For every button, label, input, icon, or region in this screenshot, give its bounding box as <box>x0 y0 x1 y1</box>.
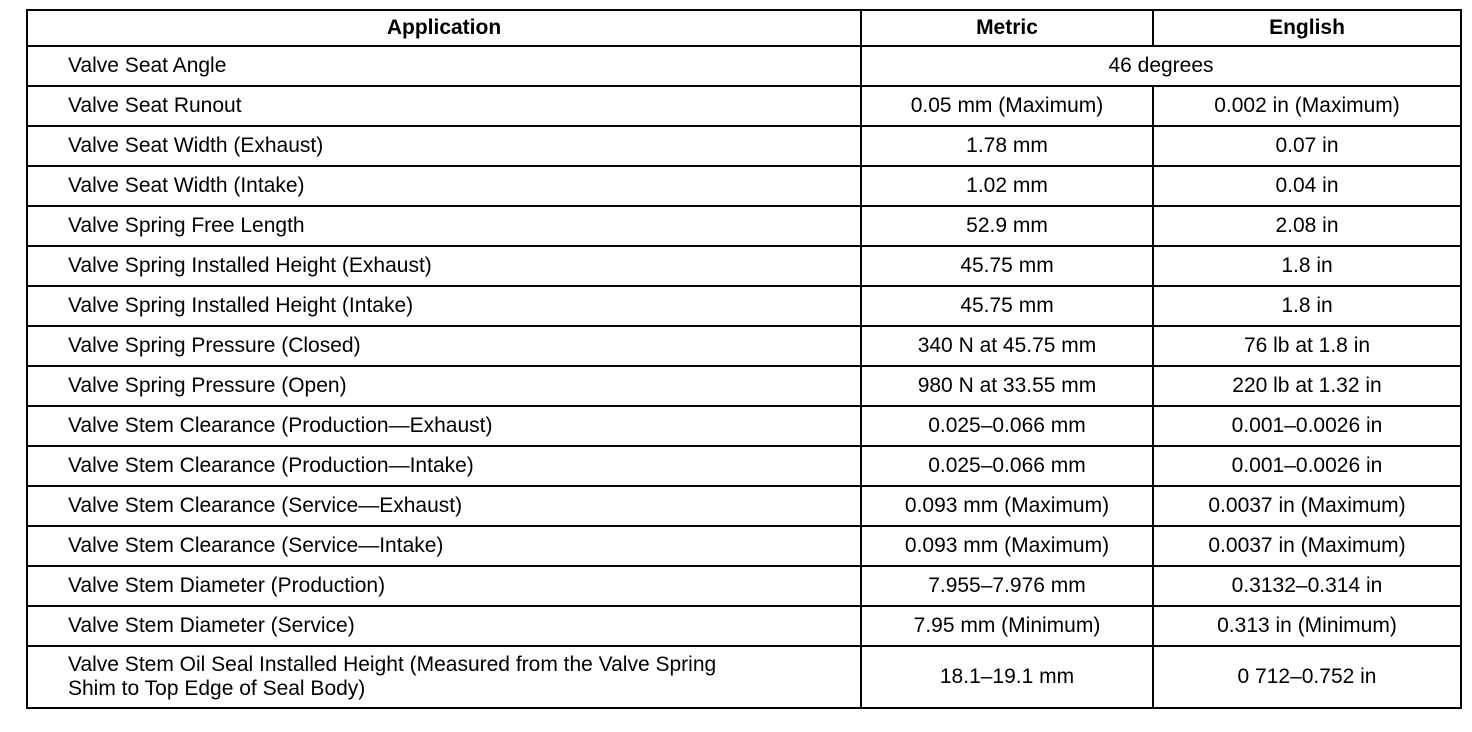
english-cell: 0.04 in <box>1153 166 1461 206</box>
table-row <box>27 606 1461 646</box>
table-row <box>27 446 1461 486</box>
metric-cell: 45.75 mm <box>861 246 1153 286</box>
table-row <box>27 566 1461 606</box>
metric-cell: 7.95 mm (Minimum) <box>861 606 1153 646</box>
metric-cell: 1.78 mm <box>861 126 1153 166</box>
table-row <box>27 206 1461 246</box>
english-cell: 0.0037 in (Maximum) <box>1153 526 1461 566</box>
application-cell: Valve Stem Clearance (Production—Exhaust) <box>27 406 861 446</box>
metric-cell: 45.75 mm <box>861 286 1153 326</box>
metric-cell: 0.093 mm (Maximum) <box>861 486 1153 526</box>
application-cell: Valve Spring Pressure (Closed) <box>27 326 861 366</box>
metric-cell: 980 N at 33.55 mm <box>861 366 1153 406</box>
table-header-row <box>27 10 1461 46</box>
application-cell <box>27 646 861 708</box>
metric-cell: 0.025–0.066 mm <box>861 446 1153 486</box>
application-cell: Valve Seat Width (Exhaust) <box>27 126 861 166</box>
english-cell: 0.0037 in (Maximum) <box>1153 486 1461 526</box>
metric-cell: 0.05 mm (Maximum) <box>861 86 1153 126</box>
table-row <box>27 526 1461 566</box>
table-row <box>27 46 1461 86</box>
english-cell: 0.07 in <box>1153 126 1461 166</box>
table-row <box>27 126 1461 166</box>
metric-cell: 0.025–0.066 mm <box>861 406 1153 446</box>
merged-value-cell: 46 degrees <box>861 46 1461 86</box>
table-row <box>27 406 1461 446</box>
application-cell: Valve Stem Diameter (Production) <box>27 566 861 606</box>
english-cell: 0.001–0.0026 in <box>1153 446 1461 486</box>
english-cell: 0.002 in (Maximum) <box>1153 86 1461 126</box>
table-row <box>27 646 1461 708</box>
application-line-2: Shim to Top Edge of Seal Body) <box>68 677 366 700</box>
application-cell: Valve Seat Width (Intake) <box>27 166 861 206</box>
application-cell: Valve Spring Free Length <box>27 206 861 246</box>
metric-cell: 1.02 mm <box>861 166 1153 206</box>
application-cell: Valve Spring Installed Height (Exhaust) <box>27 246 861 286</box>
table-row <box>27 166 1461 206</box>
column-header-metric: Metric <box>861 10 1153 46</box>
metric-cell: 18.1–19.1 mm <box>861 646 1153 708</box>
metric-cell: 7.955–7.976 mm <box>861 566 1153 606</box>
application-cell: Valve Spring Installed Height (Intake) <box>27 286 861 326</box>
english-cell: 0.313 in (Minimum) <box>1153 606 1461 646</box>
table-row <box>27 286 1461 326</box>
application-cell: Valve Stem Clearance (Service—Intake) <box>27 526 861 566</box>
table-row <box>27 486 1461 526</box>
application-cell: Valve Seat Angle <box>27 46 861 86</box>
table-row <box>27 86 1461 126</box>
english-cell: 0 712–0.752 in <box>1153 646 1461 708</box>
application-line-1: Valve Stem Oil Seal Installed Height (Measured from the Valve Spring <box>68 653 717 676</box>
english-cell: 2.08 in <box>1153 206 1461 246</box>
application-cell: Valve Stem Clearance (Service—Exhaust) <box>27 486 861 526</box>
english-cell: 76 lb at 1.8 in <box>1153 326 1461 366</box>
english-cell: 0.001–0.0026 in <box>1153 406 1461 446</box>
english-cell: 1.8 in <box>1153 286 1461 326</box>
table-row <box>27 246 1461 286</box>
column-header-english: English <box>1153 10 1461 46</box>
application-cell: Valve Stem Diameter (Service) <box>27 606 861 646</box>
valve-specifications-table <box>26 9 1462 709</box>
column-header-application: Application <box>27 10 861 46</box>
metric-cell: 340 N at 45.75 mm <box>861 326 1153 366</box>
application-cell: Valve Stem Clearance (Production—Intake) <box>27 446 861 486</box>
english-cell: 0.3132–0.314 in <box>1153 566 1461 606</box>
application-cell: Valve Seat Runout <box>27 86 861 126</box>
table-row <box>27 326 1461 366</box>
english-cell: 220 lb at 1.32 in <box>1153 366 1461 406</box>
metric-cell: 52.9 mm <box>861 206 1153 246</box>
english-cell: 1.8 in <box>1153 246 1461 286</box>
table-row <box>27 366 1461 406</box>
application-cell: Valve Spring Pressure (Open) <box>27 366 861 406</box>
metric-cell: 0.093 mm (Maximum) <box>861 526 1153 566</box>
